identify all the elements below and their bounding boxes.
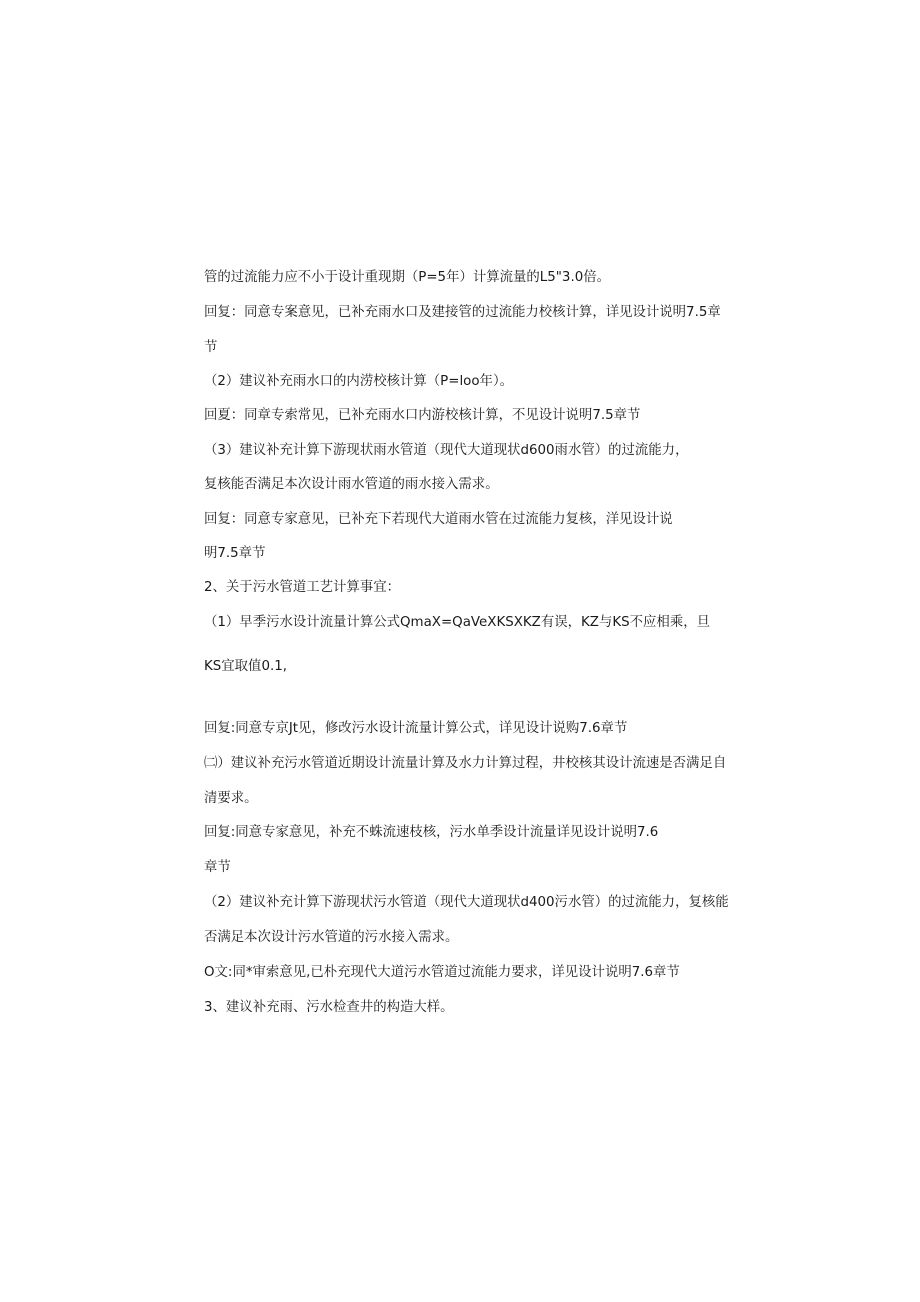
text-line-17: 章节 (204, 860, 231, 875)
text-line-3: 节 (204, 340, 218, 355)
text-line-12: KS宜取值0.1, (204, 659, 288, 674)
text-line-10: 2、关于污水管道工艺计算事宜： (204, 580, 400, 595)
text-line-8: 回复：同意专家意见，已补充下若现代大道雨水管在过流能力复核，洋见设计说 (204, 512, 673, 527)
text-line-13: 回复:同意专京Jt见，修改污水设计流量计算公式，详见设计说购7.6章节 (204, 721, 628, 736)
text-line-16: 回复:同意专家意见，补充不蛛流速枝核，污水单季设计流量详见设计说明7.6 (204, 825, 659, 840)
text-line-20: O文:同*审索意见,已朴充现代大道污水管道过流能力要求，详见设计说明7.6章节 (204, 965, 680, 980)
text-line-21: 3、建议补充雨、污水检查井的构造大样。 (204, 1000, 454, 1015)
text-line-19: 否满足本次设计污水管道的污水接入需求。 (204, 930, 459, 945)
text-line-18: （2）建议补充计算下游现状污水管道（现代大道现状d400污水管）的过流能力，复核能 (204, 895, 729, 910)
text-line-15: 清要求。 (204, 791, 258, 806)
text-line-6: （3）建议补充计算下游现状雨水管道（现代大道现状d600雨水管）的过流能力， (204, 443, 689, 458)
text-line-9: 明7.5章节 (204, 546, 266, 561)
text-line-2: 回复：同意专案意见，已补充雨水口及建接管的过流能力校核计算，详见设计说明7.5章 (204, 305, 721, 320)
text-line-11: （1）早季污水设计流量计算公式QmaX=QaVeXKSXKZ有误，KZ与KS不应相乘，旦 (204, 615, 710, 630)
text-line-4: （2）建议补充雨水口的内涝校核计算（P=loo年）。 (204, 374, 514, 389)
text-line-5: 回夏：同章专索常见，已补充雨水口内游校核计算，不见设计说明7.5章节 (204, 408, 641, 423)
text-line-14: ㈡）建议补充污水管道近期设计流量计算及水力计算过程，井校核其设计流速是否满足自 (204, 756, 727, 771)
text-line-7: 复核能否满足本次设计雨水管道的雨水接入需求。 (204, 477, 499, 492)
text-line-1: 管的过流能力应不小于设计重现期（P=5年）计算流量的L5"3.0倍。 (204, 270, 611, 285)
